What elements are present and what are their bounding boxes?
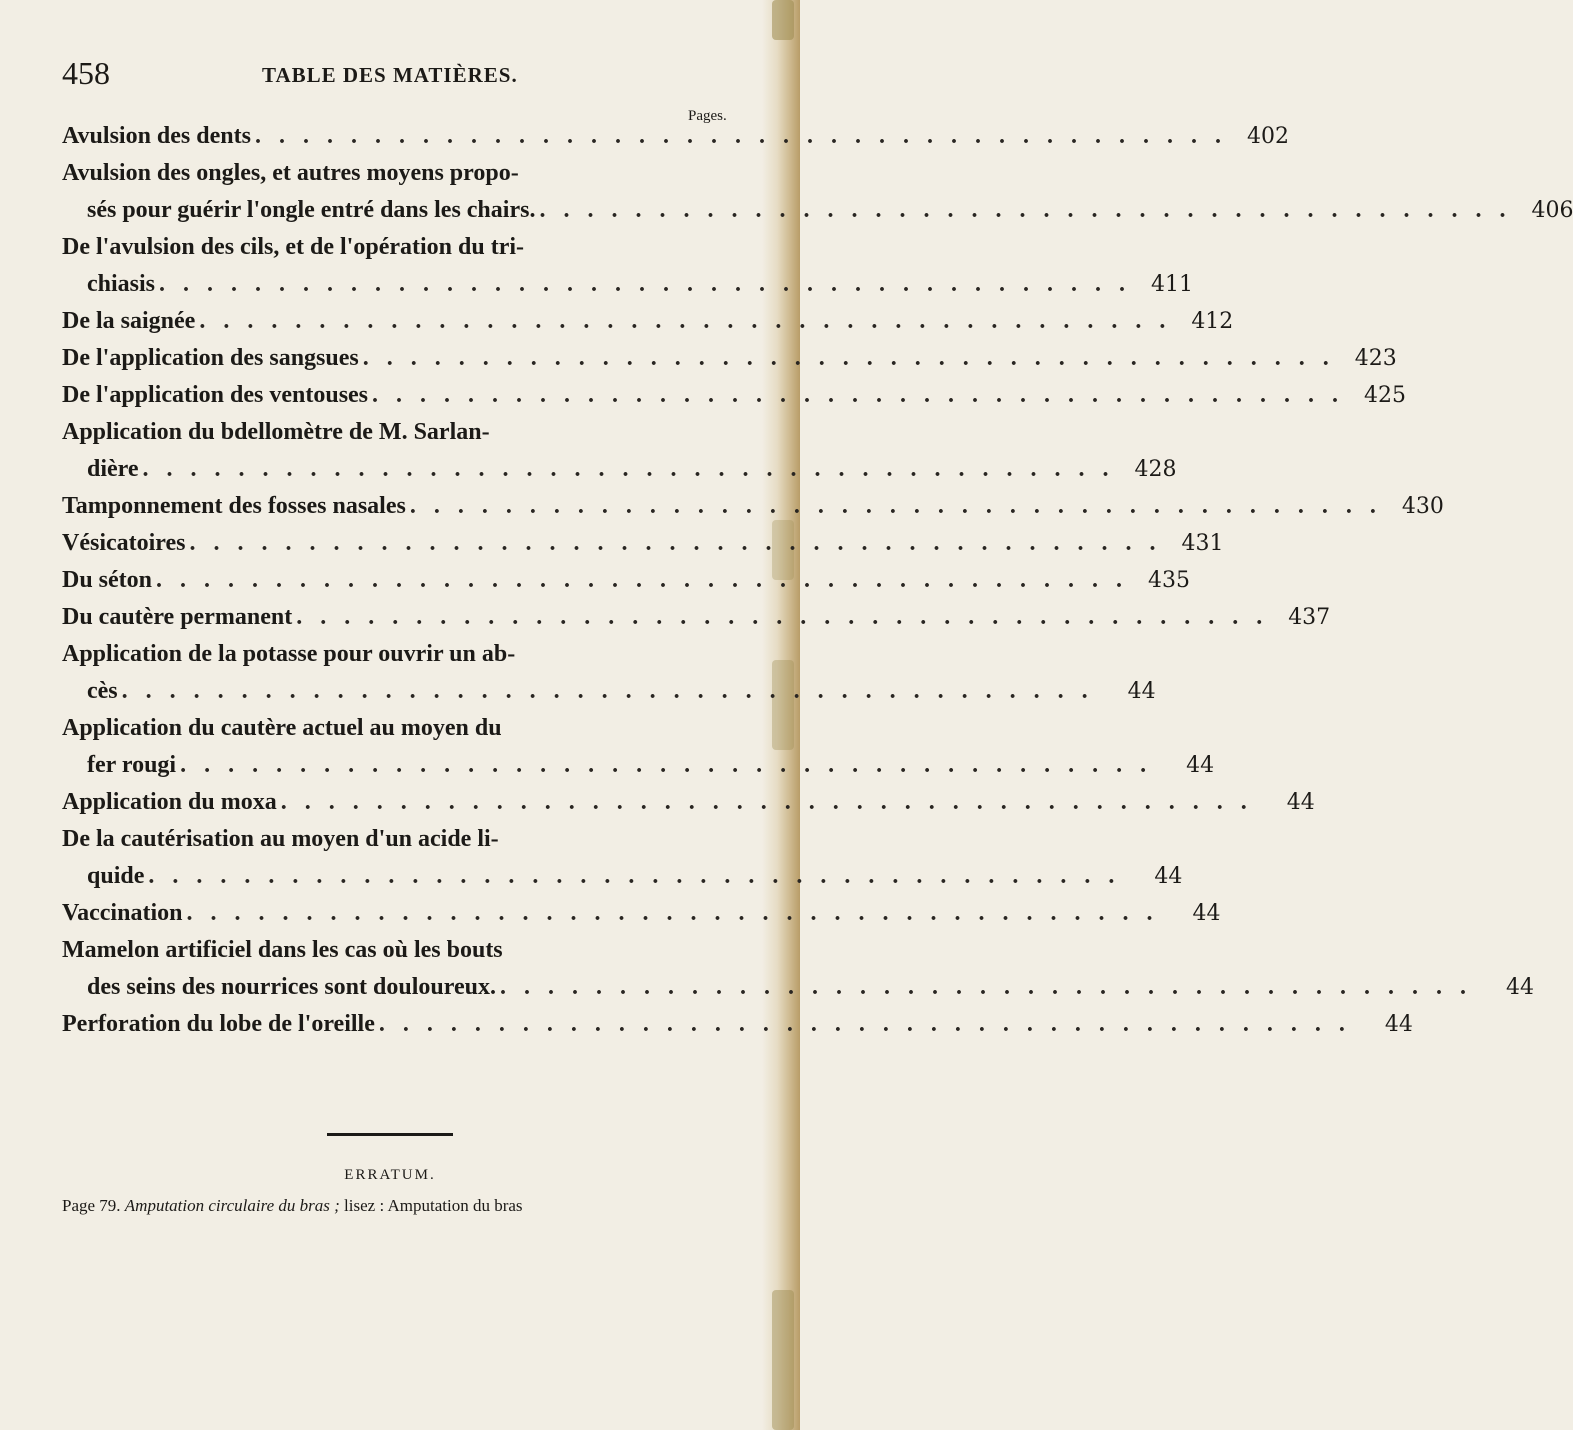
toc-entry-text: De la saignée xyxy=(62,308,196,334)
toc-line xyxy=(62,969,1534,1006)
leader-dots: . . . . . . . . . . . . . . . . . . . . . . . . . . . . . . . . . . . . . . . . . xyxy=(409,493,1382,519)
toc-entry-text: sés pour guérir l'ongle entré dans les chairs. xyxy=(87,197,536,223)
toc-entry-text: dière xyxy=(87,456,139,482)
section-divider xyxy=(327,1133,453,1136)
toc-entry xyxy=(62,229,1194,303)
toc-entry-text: De l'application des ventouses xyxy=(62,382,369,408)
toc-line xyxy=(62,118,1289,155)
leader-dots: . . . . . . . . . . . . . . . . . . . . . . . . . . . . . . . . . . . . . . . . . xyxy=(199,308,1172,334)
leader-dots: . . . . . . . . . . . . . . . . . . . . . . . . . . . . . . . . . . . . . . . . . xyxy=(372,382,1345,408)
toc-entry-text: Application du moxa xyxy=(62,789,277,815)
toc-entry-text: De la cautérisation au moyen d'un acide li- xyxy=(62,826,499,852)
toc-entry-text: fer rougi xyxy=(87,752,177,778)
toc-line xyxy=(62,303,1234,340)
toc-entry xyxy=(62,821,1183,895)
page-header xyxy=(62,55,740,95)
toc-entry-text: Avulsion des ongles, et autres moyens propo- xyxy=(62,160,519,186)
toc-line xyxy=(62,932,768,969)
toc-line xyxy=(62,488,1444,525)
toc-entry xyxy=(62,155,1573,229)
toc-entry xyxy=(62,636,1156,710)
toc-entry xyxy=(62,525,1224,562)
toc-entry-text: Tamponnement des fosses nasales xyxy=(62,493,406,519)
toc-entry-text: quide xyxy=(87,863,145,889)
toc-page-number: 411 xyxy=(1151,272,1194,297)
toc-entry xyxy=(62,710,1215,784)
pages-column-label: Pages. xyxy=(688,108,727,124)
toc-line xyxy=(62,710,768,747)
page-stain xyxy=(772,0,794,40)
toc-page-number: 437 xyxy=(1288,605,1331,630)
toc-line xyxy=(62,636,768,673)
toc-entry-text: Application de la potasse pour ouvrir un ab- xyxy=(62,641,516,667)
page-stain xyxy=(772,1290,794,1430)
toc-entry xyxy=(62,303,1234,340)
leader-dots: . . . . . . . . . . . . . . . . . . . . . . . . . . . . . . . . . . . . . . . . . xyxy=(254,123,1227,149)
toc-line xyxy=(62,821,768,858)
toc-page-number: 44 xyxy=(1192,901,1221,926)
erratum-lisez: lisez : xyxy=(344,1196,385,1215)
toc-page-number: 428 xyxy=(1134,457,1177,482)
toc-line xyxy=(62,858,1183,895)
toc-line xyxy=(62,784,1315,821)
leader-dots: . . . . . . . . . . . . . . . . . . . . . . . . . . . . . . . . . . . . . . . . . xyxy=(499,974,1472,1000)
leader-dots: . . . . . . . . . . . . . . . . . . . . . . . . . . . . . . . . . . . . . . . . . xyxy=(142,456,1115,482)
toc-page-number: 44 xyxy=(1286,790,1315,815)
toc-entry xyxy=(62,488,1444,525)
toc-page-number: 44 xyxy=(1154,864,1183,889)
leader-dots: . . . . . . . . . . . . . . . . . . . . . . . . . . . . . . . . . . . . . . . . . xyxy=(378,1011,1351,1037)
toc-page-number: 435 xyxy=(1148,568,1191,593)
leader-dots: . . . . . . . . . . . . . . . . . . . . . . . . . . . . . . . . . . . . . . . . . xyxy=(156,567,1129,593)
toc-entry-text: Application du bdellomètre de M. Sarlan- xyxy=(62,419,490,445)
toc-page-number: 425 xyxy=(1364,383,1407,408)
toc-page-number: 431 xyxy=(1181,531,1224,556)
toc-entry-text: Vaccination xyxy=(62,900,183,926)
toc-entry-text: cès xyxy=(87,678,118,704)
toc-line xyxy=(62,562,1191,599)
toc-entry-text: Avulsion des dents xyxy=(62,123,251,149)
leader-dots: . . . . . . . . . . . . . . . . . . . . . . . . . . . . . . . . . . . . . . . . . xyxy=(159,271,1132,297)
toc-line xyxy=(62,340,1397,377)
toc-entry-text: Application du cautère actuel au moyen du xyxy=(62,715,502,741)
page-number: 458 xyxy=(62,55,110,91)
toc-line xyxy=(62,414,768,451)
toc-entry-text: De l'application des sangsues xyxy=(62,345,359,371)
toc-page-number: 402 xyxy=(1246,124,1289,149)
table-of-contents xyxy=(62,118,1573,1043)
toc-page-number: 423 xyxy=(1354,346,1397,371)
leader-dots: . . . . . . . . . . . . . . . . . . . . . . . . . . . . . . . . . . . . . . . . . xyxy=(186,900,1159,926)
toc-line xyxy=(62,599,1331,636)
toc-entry-text: Vésicatoires xyxy=(62,530,186,556)
leader-dots: . . . . . . . . . . . . . . . . . . . . . . . . . . . . . . . . . . . . . . . . . xyxy=(189,530,1162,556)
toc-entry-text: Du cautère permanent xyxy=(62,604,293,630)
toc-entry xyxy=(62,340,1397,377)
toc-entry-text: Perforation du lobe de l'oreille xyxy=(62,1011,375,1037)
toc-entry xyxy=(62,414,1177,488)
toc-page-number: 430 xyxy=(1401,494,1444,519)
toc-page-number: 44 xyxy=(1127,679,1156,704)
toc-line xyxy=(62,525,1224,562)
toc-entry xyxy=(62,895,1221,932)
toc-entry xyxy=(62,562,1191,599)
leader-dots: . . . . . . . . . . . . . . . . . . . . . . . . . . . . . . . . . . . . . . . . . xyxy=(539,197,1512,223)
leader-dots: . . . . . . . . . . . . . . . . . . . . . . . . . . . . . . . . . . . . . . . . . xyxy=(296,604,1269,630)
running-title: TABLE DES MATIÈRES. xyxy=(262,63,518,87)
leader-dots: . . . . . . . . . . . . . . . . . . . . . . . . . . . . . . . . . . . . . . . . . xyxy=(148,863,1121,889)
toc-entry xyxy=(62,932,1534,1006)
toc-line xyxy=(62,229,768,266)
toc-entry-text: Du séton xyxy=(62,567,153,593)
toc-entry xyxy=(62,377,1407,414)
toc-line xyxy=(62,451,1177,488)
erratum-page-ref: Page 79. xyxy=(62,1196,121,1215)
toc-line xyxy=(62,1006,1413,1043)
toc-entry-text: Mamelon artificiel dans les cas où les bouts xyxy=(62,937,503,963)
erratum-text xyxy=(62,1196,768,1216)
toc-entry xyxy=(62,784,1315,821)
toc-line xyxy=(62,266,1194,303)
leader-dots: . . . . . . . . . . . . . . . . . . . . . . . . . . . . . . . . . . . . . . . . . xyxy=(362,345,1335,371)
toc-line xyxy=(62,895,1221,932)
toc-line xyxy=(62,192,1573,229)
toc-entry xyxy=(62,1006,1413,1043)
erratum-title: ERRATUM. xyxy=(344,1167,436,1183)
toc-page-number: 406 xyxy=(1531,198,1573,223)
leader-dots: . . . . . . . . . . . . . . . . . . . . . . . . . . . . . . . . . . . . . . . . . xyxy=(280,789,1253,815)
toc-line xyxy=(62,747,1215,784)
toc-entry-text: De l'avulsion des cils, et de l'opération du tri- xyxy=(62,234,524,260)
toc-page-number: 44 xyxy=(1186,753,1215,778)
toc-entry xyxy=(62,599,1331,636)
toc-line xyxy=(62,155,768,192)
toc-page-number: 44 xyxy=(1505,975,1534,1000)
leader-dots: . . . . . . . . . . . . . . . . . . . . . . . . . . . . . . . . . . . . . . . . . xyxy=(121,678,1094,704)
erratum-wrong-text: Amputation circulaire du bras ; xyxy=(124,1196,340,1215)
toc-page-number: 412 xyxy=(1191,309,1234,334)
toc-entry xyxy=(62,118,1289,155)
leader-dots: . . . . . . . . . . . . . . . . . . . . . . . . . . . . . . . . . . . . . . . . . xyxy=(180,752,1153,778)
toc-line xyxy=(62,673,1156,710)
erratum-correct-text: Amputation du bras xyxy=(387,1196,523,1215)
toc-page-number: 44 xyxy=(1384,1012,1413,1037)
toc-entry-text: des seins des nourrices sont douloureux. xyxy=(87,974,496,1000)
toc-line xyxy=(62,377,1407,414)
toc-entry-text: chiasis xyxy=(87,271,156,297)
